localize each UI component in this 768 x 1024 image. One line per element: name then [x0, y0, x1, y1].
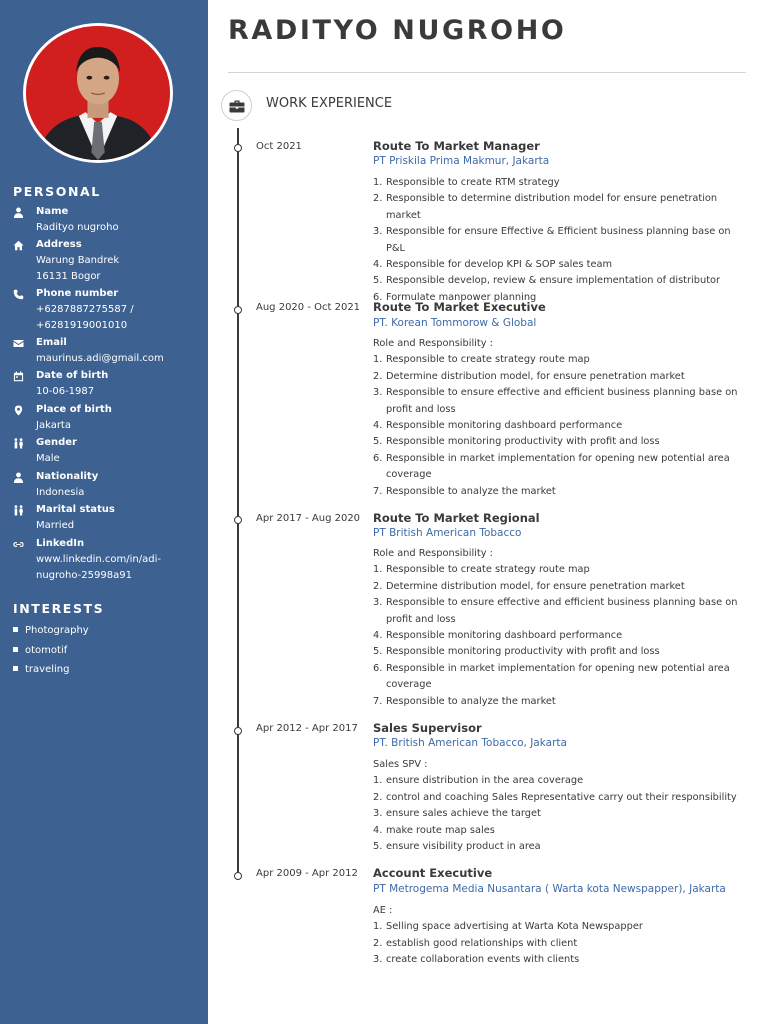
couple-icon	[13, 505, 24, 516]
job-intro: AE :	[373, 905, 393, 916]
job-company: PT. British American Tobacco, Jakarta	[373, 737, 567, 749]
job-title: Account Executive	[373, 866, 493, 880]
candidate-name: RADITYO NUGROHO	[228, 15, 567, 46]
interest-item	[13, 645, 67, 656]
list-item: 2. establish good relationships with client	[373, 937, 578, 949]
list-item: 2. Responsible to determine distribution model for ensure penetration market	[373, 193, 718, 221]
list-item: 5. Responsible monitoring productivity with profit and loss	[373, 646, 660, 658]
portrait-image	[26, 26, 170, 160]
personal-label: Address	[36, 239, 82, 250]
job-company: PT. Korean Tommorow & Global	[373, 317, 537, 329]
job-intro: Role and Responsibility :	[373, 548, 493, 559]
personal-label: Email	[36, 337, 67, 348]
location-icon	[13, 405, 24, 416]
job-title: Route To Market Manager	[373, 139, 540, 153]
list-item: 6. Formulate manpower planning	[373, 291, 537, 303]
interest-item	[13, 664, 69, 675]
list-item: 6. Responsible in market implementation for opening new potential area coverage	[373, 452, 730, 481]
interest-item	[13, 625, 89, 636]
list-item: 3. Responsible to ensure effective and efficient business planning base on profit and loss	[373, 597, 738, 625]
personal-label: Marital status	[36, 504, 115, 515]
list-item: 7. Responsible to analyze the market	[373, 695, 556, 707]
section-title-work-experience: WORK EXPERIENCE	[266, 96, 393, 111]
list-item: 5. Responsible monitoring productivity with profit and loss	[373, 436, 660, 448]
timeline-dot	[234, 144, 242, 152]
list-item: 5. ensure visibility product in area	[373, 841, 541, 853]
responsibility-list	[373, 919, 748, 968]
list-item: 4. Responsible monitoring dashboard performance	[373, 420, 623, 432]
email-icon	[13, 338, 24, 349]
list-item: 3. ensure sales achieve the target	[373, 808, 541, 820]
job-date: Apr 2017 - Aug 2020	[256, 513, 361, 524]
job-date: Oct 2021	[256, 141, 302, 152]
job-description	[373, 903, 748, 969]
personal-label: Nationality	[36, 471, 99, 482]
personal-label: Phone number	[36, 288, 119, 299]
job-description	[373, 336, 748, 500]
personal-value[interactable]: maurinus.adi@gmail.com	[36, 353, 164, 364]
job-company: PT British American Tobacco	[373, 527, 522, 539]
list-item: 2. control and coaching Sales Representative carry out their responsibility	[373, 791, 737, 803]
list-item: 1. Selling space advertising at Warta Kota Newspapper	[373, 921, 643, 933]
personal-value: Warung Bandrek 16131 Bogor	[36, 255, 120, 282]
personal-label: Gender	[36, 437, 77, 448]
personal-heading: PERSONAL	[13, 184, 101, 199]
interests-heading: INTERESTS	[13, 601, 105, 616]
list-item: 5. Responsible develop, review & ensure implementation of distributor	[373, 275, 721, 287]
home-icon	[13, 240, 24, 251]
job-title: Sales Supervisor	[373, 721, 482, 735]
timeline-dot	[234, 516, 242, 524]
job-date: Apr 2012 - Apr 2017	[256, 723, 358, 734]
job-date: Aug 2020 - Oct 2021	[256, 302, 361, 313]
sidebar	[0, 0, 208, 1024]
list-item: 4. make route map sales	[373, 824, 495, 836]
personal-value: 10-06-1987	[36, 386, 95, 397]
personal-value: Radityo nugroho	[36, 222, 119, 233]
briefcase-icon	[221, 90, 252, 121]
list-item: 1. ensure distribution in the area coverage	[373, 775, 584, 787]
list-item: 3. create collaboration events with clients	[373, 954, 580, 966]
profile-photo	[23, 23, 173, 163]
interest-label: otomotif	[25, 645, 68, 656]
list-item: 1. Responsible to create strategy route map	[373, 354, 590, 366]
job-title: Route To Market Executive	[373, 300, 546, 314]
personal-label: Name	[36, 206, 69, 217]
timeline-dot	[234, 872, 242, 880]
job-company: PT Priskila Prima Makmur, Jakarta	[373, 155, 550, 167]
person-icon	[13, 207, 24, 218]
personal-value: Male	[36, 453, 60, 464]
personal-value: Jakarta	[36, 420, 71, 431]
link-icon	[13, 539, 24, 550]
personal-value[interactable]: www.linkedin.com/in/adi- nugroho-25998a91	[36, 554, 161, 581]
phone-icon	[13, 289, 24, 300]
list-item: 6. Responsible in market implementation for opening new potential area coverage	[373, 662, 730, 691]
personal-label: Date of birth	[36, 370, 109, 381]
list-item: 4. Responsible monitoring dashboard performance	[373, 630, 623, 642]
job-description	[373, 175, 748, 306]
list-item: 4. Responsible for develop KPI & SOP sales team	[373, 259, 613, 271]
job-description	[373, 757, 748, 855]
timeline-line	[237, 128, 239, 880]
calendar-icon	[13, 371, 24, 382]
list-item: 2. Determine distribution model, for ensure penetration market	[373, 580, 685, 592]
job-title: Route To Market Regional	[373, 511, 540, 525]
interest-label: Photography	[25, 625, 89, 636]
timeline-dot	[234, 727, 242, 735]
bullet-icon	[13, 647, 18, 652]
person-icon	[13, 472, 24, 483]
list-item: 1. Responsible to create strategy route map	[373, 564, 590, 576]
list-item: 3. Responsible for ensure Effective & Efficient business planning base on P&L	[373, 226, 731, 254]
list-item: 1. Responsible to create RTM strategy	[373, 177, 560, 188]
job-intro: Sales SPV :	[373, 759, 428, 770]
gender-icon	[13, 438, 24, 449]
responsibility-list	[373, 175, 748, 306]
interest-label: traveling	[25, 664, 70, 675]
personal-value: +6287887275587 / +6281919001010	[36, 304, 134, 331]
bullet-icon	[13, 627, 18, 632]
personal-value: Married	[36, 520, 75, 531]
responsibility-list	[373, 352, 748, 500]
bullet-icon	[13, 666, 18, 671]
personal-label: LinkedIn	[36, 538, 85, 549]
list-item: 2. Determine distribution model, for ensure penetration market	[373, 370, 685, 382]
job-description	[373, 546, 748, 710]
personal-value: Indonesia	[36, 487, 85, 498]
responsibility-list	[373, 562, 748, 710]
timeline-dot	[234, 306, 242, 314]
personal-label: Place of birth	[36, 404, 112, 415]
job-company: PT Metrogema Media Nusantara ( Warta kota Newspapper), Jakarta	[373, 883, 726, 895]
job-date: Apr 2009 - Apr 2012	[256, 868, 358, 879]
list-item: 7. Responsible to analyze the market	[373, 485, 556, 497]
job-intro: Role and Responsibility :	[373, 338, 493, 349]
responsibility-list	[373, 773, 748, 855]
list-item: 3. Responsible to ensure effective and efficient business planning base on profit and loss	[373, 387, 738, 415]
header-divider	[228, 72, 746, 73]
